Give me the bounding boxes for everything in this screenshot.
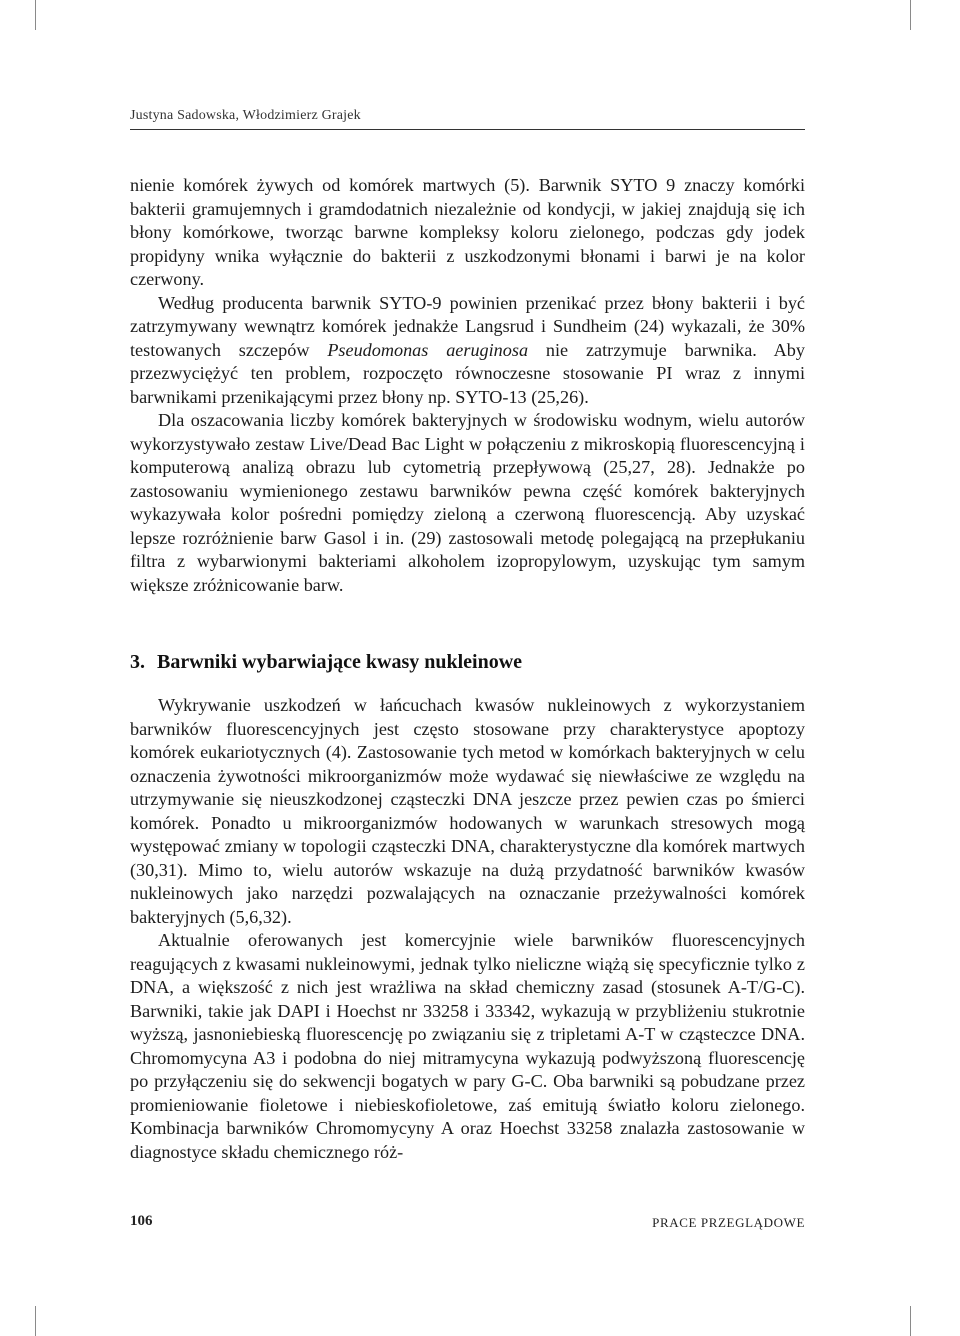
paragraph-aktualnie: Aktualnie oferowanych jest komercyjnie wiele barwników fluorescencyjnych reagujących z kwasami nukleinowymi, jednak tylko nieliczne wiążą się specyficznie tylko z DNA, a większość z nich jest wrażliwa na skład chemiczny zasad (stosunek A-T/G-C). Barwniki, takie jak DAPI i Hoechst nr 33258 i 33342, wykazują w przybliżeniu stukrotnie wyższą, jasnoniebieską fluorescencję po związaniu się z tripletami A-T w cząsteczce DNA. Chromomycyna A3 i podobna do niej mitramycyna wykazują podwyższoną fluorescencję po przyłączeniu się do sekwencji bogatych w pary G-C. Oba barwniki są pobudzane przez promieniowanie fioletowe i niebieskofioletowe, zaś emitują światło koloru zielonego. Kombinacja barwników Chromomycyny A oraz Hoechst 33258 znalazła zastosowanie w diagnostyce składu chemicznego róż-	[130, 930, 805, 1162]
text-block-section-3	[130, 694, 805, 1164]
crop-mark-bottom-left	[35, 1306, 36, 1336]
page-number: 106	[130, 1213, 153, 1229]
species-name: Pseudomonas aeruginosa	[327, 339, 529, 360]
running-head: Justyna Sadowska, Włodzimierz Grajek	[130, 106, 805, 130]
paragraph-oszacowanie: Dla oszacowania liczby komórek bakteryjnych w środowisku wodnym, wielu autorów wykorzystywało zestaw Live/Dead Bac Light w połączeniu z mikroskopią fluorescencyjną i komputerową analizą obrazu lub cytometrią przepływową (25,27, 28). Jednakże po zastosowaniu wymienionego zestawu barwników pewna część komórek bakteryjnych wykazywała kolor pośredni pomiędzy zieloną a czerwoną fluorescencją. Aby uzyskać lepsze rozróżnienie barw Gasol i in. (29) zastosowali metodę polegającą na przepłukaniu filtra z wybarwionymi bakteriami alkoholem izopropylowym, uzyskując tym samym większe zróżnicowanie barw.	[130, 410, 805, 595]
paragraph-text: nie zatrzymuje barwnika. Aby przezwyciężyć ten problem, rozpoczęto równoczesne stosowanie PI wraz z innymi barwnikami przenikającymi przez błony np. SYTO-13 (25,26).	[130, 339, 805, 407]
journal-name: PRACE PRZEGLĄDOWE	[652, 1215, 805, 1230]
crop-mark-top-left	[35, 0, 36, 30]
section-heading	[130, 648, 805, 676]
paragraph-syto9: nienie komórek żywych od komórek martwych (5). Barwnik SYTO 9 znaczy komórki bakterii gramujemnych i gramdodatnich niezależnie od kondycji, w jakiej znajdują się ich błony komórkowe, tworząc barwne kompleksy koloru zielonego, podczas gdy jodek propidyny wnika wyłącznie do bakterii z uszkodzonymi błonami i barwi je na kolor czerwony.	[130, 175, 805, 289]
text-block-continuation	[130, 174, 805, 597]
paragraph-wykrywanie: Wykrywanie uszkodzeń w łańcuchach kwasów nukleinowych z wykorzystaniem barwników fluorescencyjnych jest często stosowane przy charakterystyce apoptozy komórek eukariotycznych (4). Zastosowanie tych metod w komórkach bakteryjnych w celu oznaczenia żywotności mikroorganizmów może wydawać się niewłaściwe ze względu na utrzymywanie się nieuszkodzonej cząsteczki DNA jeszcze przez pewien czas po śmierci komórek. Ponadto u mikroorganizmów hodowanych w warunkach stresowych mogą występować zmiany w topologii cząsteczki DNA, charakterystyczne dla komórek martwych (30,31). Mimo to, wielu autorów wskazuje na dużą przydatność barwników kwasów nukleinowych jako narzędzi pozwalających na oznaczanie przeżywalności komórek bakteryjnych (5,6,32).	[130, 695, 805, 927]
crop-mark-bottom-right	[910, 1306, 911, 1336]
section-number: 3.	[130, 651, 145, 673]
crop-mark-top-right	[910, 0, 911, 30]
paragraph-producent	[130, 292, 805, 410]
paragraph-text: Według producenta barwnik SYTO-9 powinien przenikać przez błony bakterii i być zatrzymywany wewnątrz komórek jednakże Langsrud i Sundheim (24) wykazali, że 30% testowanych szczepów	[130, 292, 805, 360]
section-title: Barwniki wybarwiające kwasy nukleinowe	[157, 651, 523, 673]
